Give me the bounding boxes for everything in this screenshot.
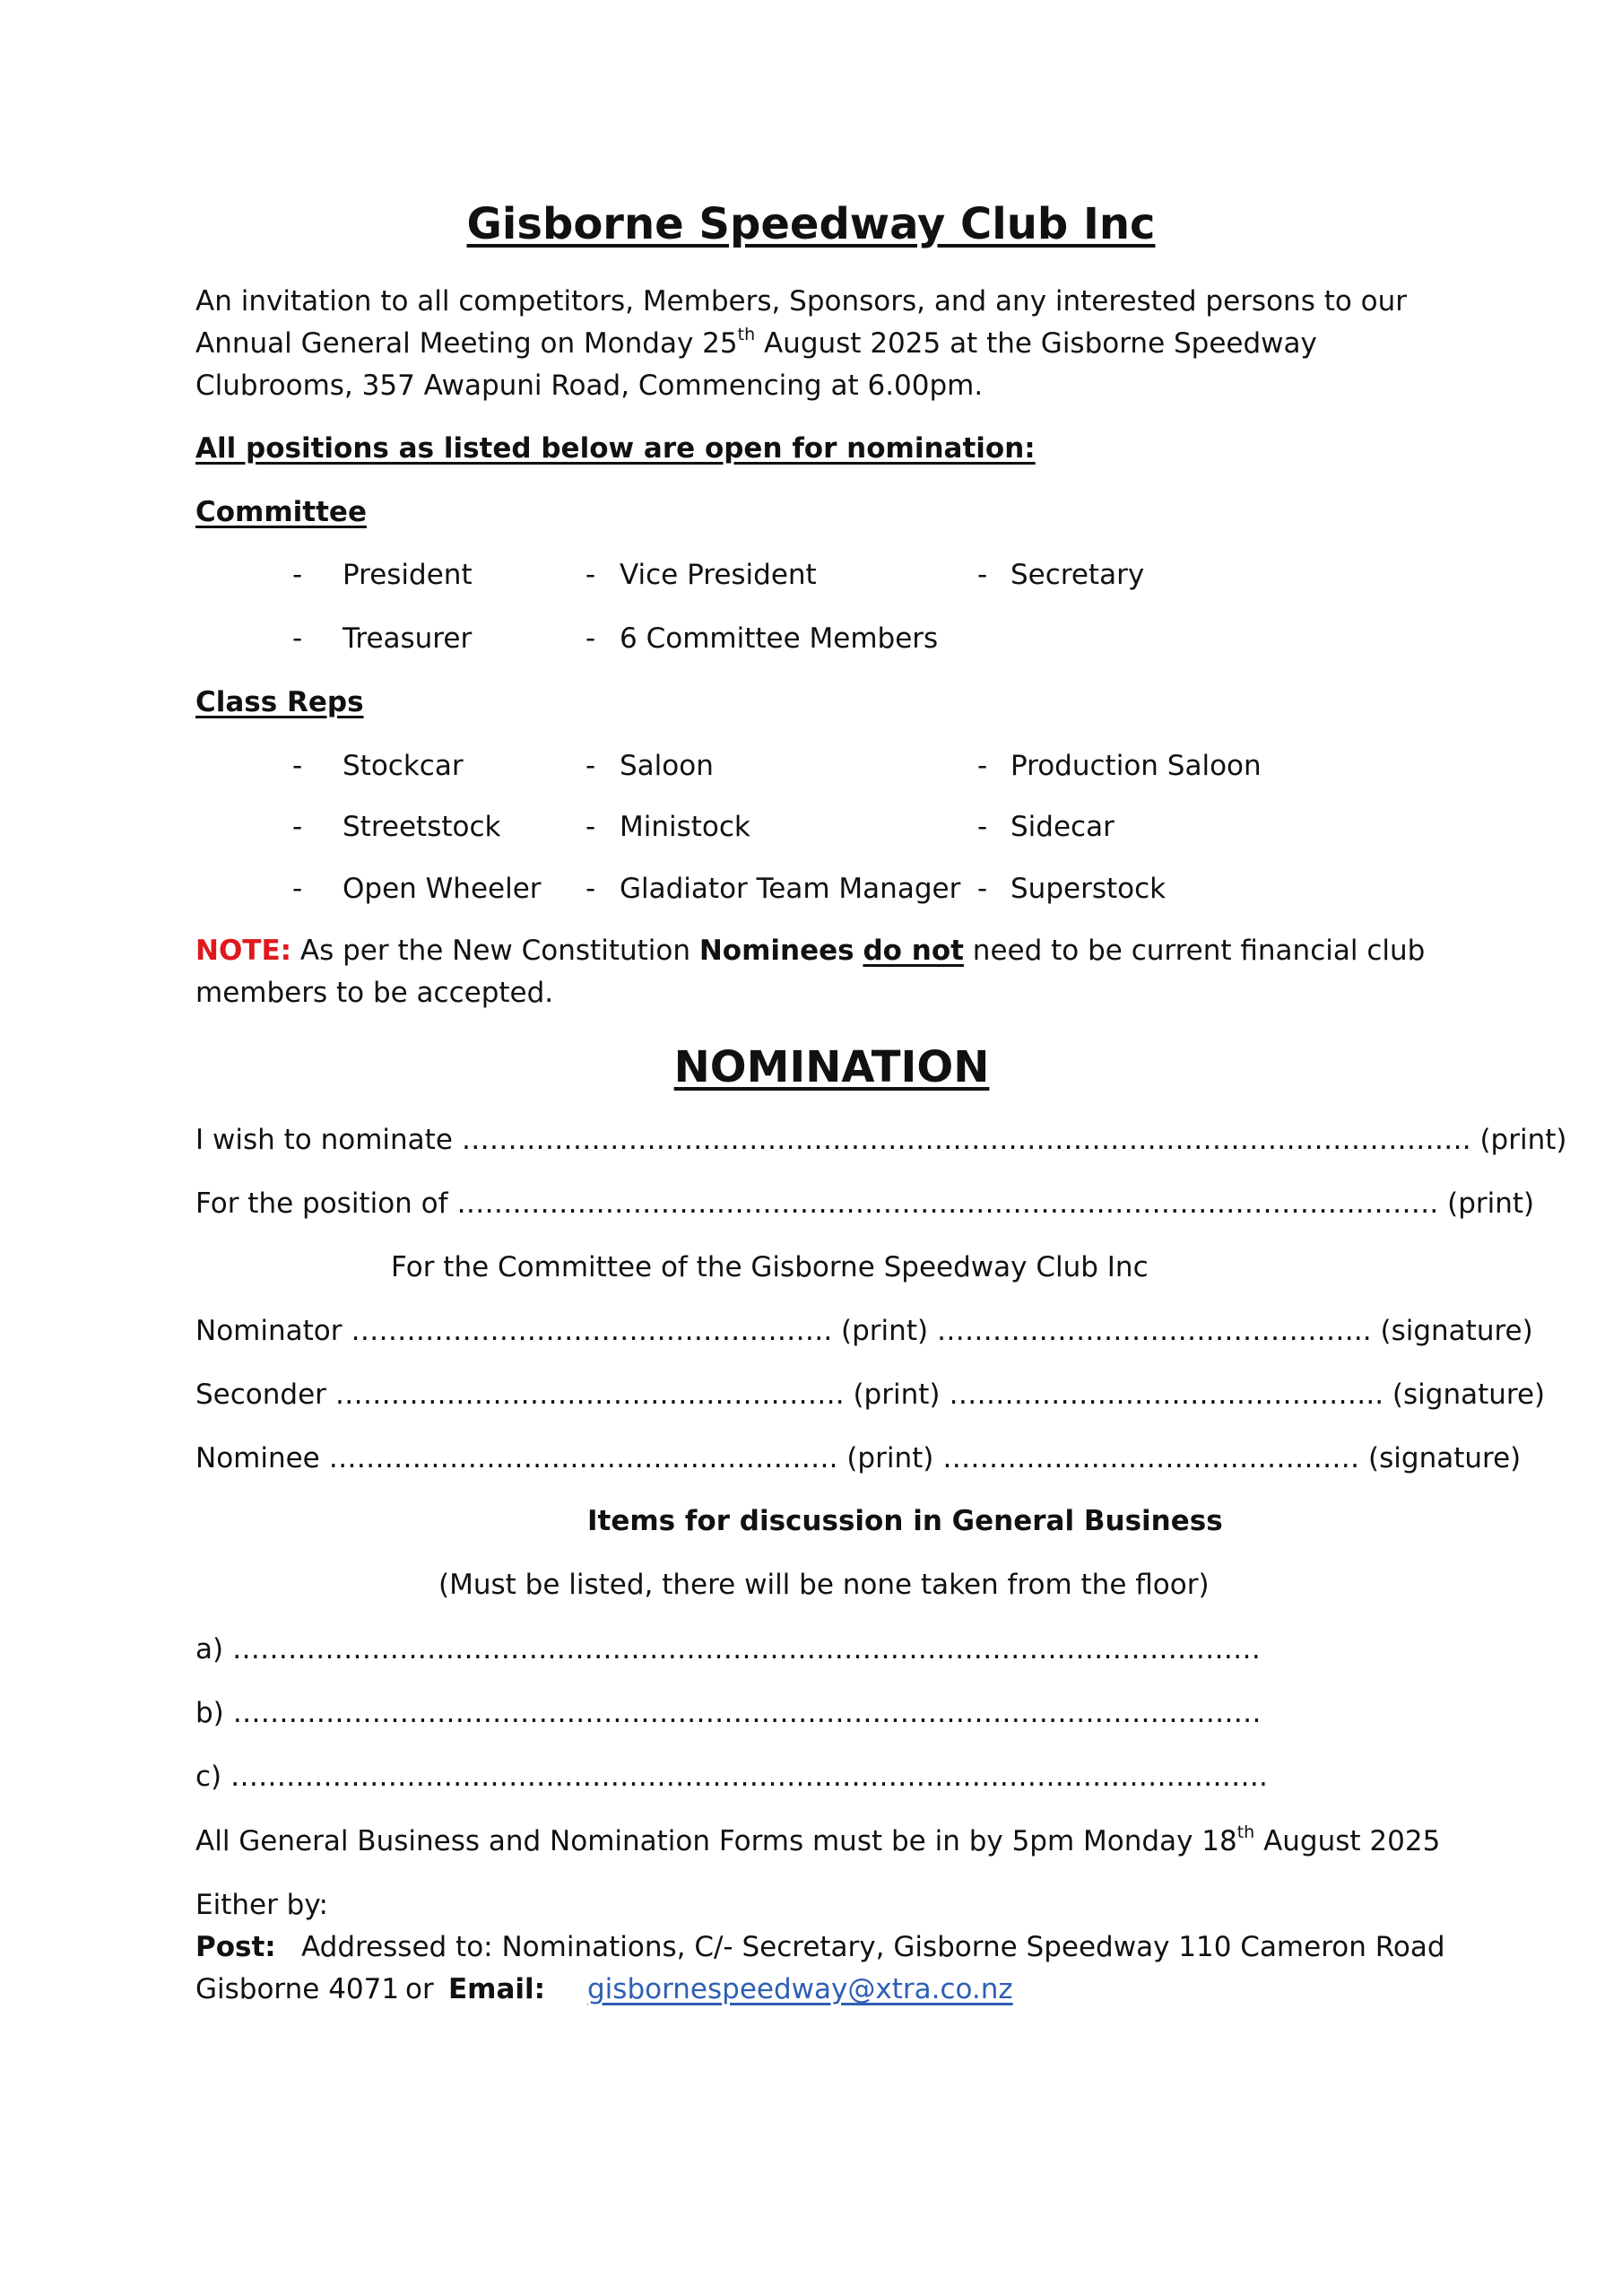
- nominate-field: I wish to nominate ………………………………………………………………………………………………. (print): [195, 1124, 1567, 1156]
- general-business-heading: Items for discussion in General Business: [587, 1505, 1223, 1537]
- class-reps-heading: Class Reps: [195, 686, 364, 718]
- dash: -: [585, 750, 596, 782]
- class-rep-stockcar: Stockcar: [343, 750, 464, 782]
- email-link[interactable]: gisbornespeedway@xtra.co.nz: [587, 1973, 1013, 2005]
- position-field: For the position of ……………………………………………………………………………………………. (print): [195, 1187, 1535, 1220]
- position-treasurer: Treasurer: [343, 622, 473, 655]
- page-title: Gisborne Speedway Club Inc: [466, 199, 1156, 249]
- dash: -: [585, 622, 596, 655]
- position-president: President: [343, 559, 473, 591]
- intro-line-2: [195, 323, 1317, 365]
- dash: -: [585, 559, 596, 591]
- committee-of-line: For the Committee of the Gisborne Speedway Club Inc: [391, 1251, 1149, 1283]
- class-rep-streetstock: Streetstock: [343, 811, 501, 843]
- intro-line-2-rest: August 2025 at the Gisborne Speedway: [755, 327, 1317, 360]
- class-rep-saloon: Saloon: [620, 750, 714, 782]
- open-positions-heading: All positions as listed below are open for nomination:: [195, 432, 1036, 465]
- committee-heading: Committee: [195, 496, 367, 528]
- deadline-date-suffix: th: [1236, 1822, 1255, 1842]
- post-city: Gisborne 4071: [195, 1973, 400, 2005]
- dash: -: [292, 750, 303, 782]
- deadline-text-rest: August 2025: [1254, 1825, 1441, 1857]
- deadline-text: All General Business and Nomination Forms must be in by 5pm Monday 18: [195, 1825, 1237, 1857]
- deadline-line: [195, 1821, 1440, 1863]
- note-line-2: members to be accepted.: [195, 977, 554, 1009]
- seconder-field: Seconder ………………………………………………. (print) ……………………………………….. (signature): [195, 1378, 1546, 1411]
- dash: -: [977, 750, 988, 782]
- note-text: As per the New Constitution: [291, 935, 699, 967]
- nominee-field: Nominee ………………………………………………. (print) ……………………………………… (signature): [195, 1442, 1522, 1474]
- note-do-not: do not: [863, 935, 964, 967]
- class-rep-ministock: Ministock: [620, 811, 750, 843]
- dash: -: [292, 873, 303, 905]
- note-text-rest: need to be current financial club: [963, 935, 1426, 967]
- position-committee-members: 6 Committee Members: [620, 622, 939, 655]
- intro-line-3: Clubrooms, 357 Awapuni Road, Commencing at 6.00pm.: [195, 370, 984, 402]
- intro-date-suffix: th: [737, 325, 756, 344]
- post-line: [195, 1926, 276, 1969]
- general-business-item-c: c) ………………………………………………………………………………………………….: [195, 1761, 1268, 1793]
- either-by: Either by:: [195, 1889, 328, 1921]
- class-rep-sidecar: Sidecar: [1010, 811, 1115, 843]
- dash: -: [292, 622, 303, 655]
- general-business-item-a: a) …………………………………………………………………………………………………: [195, 1633, 1261, 1665]
- post-label: Post:: [195, 1931, 276, 1963]
- dash: -: [292, 811, 303, 843]
- class-rep-open-wheeler: Open Wheeler: [343, 873, 542, 905]
- email-label: Email:: [448, 1973, 546, 2005]
- intro-line-1: An invitation to all competitors, Members, Sponsors, and any interested persons to our: [195, 285, 1408, 317]
- position-secretary: Secretary: [1010, 559, 1145, 591]
- class-rep-superstock: Superstock: [1010, 873, 1167, 905]
- note-nominees: Nominees: [698, 935, 854, 967]
- note-space: [854, 935, 863, 967]
- dash: -: [977, 873, 988, 905]
- position-vice-president: Vice President: [620, 559, 817, 591]
- dash: -: [585, 873, 596, 905]
- general-business-subheading: (Must be listed, there will be none taken from the floor): [438, 1569, 1210, 1601]
- note-label: NOTE:: [195, 935, 292, 967]
- post-address: Addressed to: Nominations, C/- Secretary, Gisborne Speedway 110 Cameron Road: [301, 1931, 1445, 1963]
- general-business-item-b: b) …………………………………………………………………………………………………: [195, 1697, 1262, 1729]
- dash: -: [977, 559, 988, 591]
- or-text: or: [405, 1973, 434, 2005]
- intro-line-2-text: Annual General Meeting on Monday 25: [195, 327, 738, 360]
- nominator-field: Nominator ……………………………………………. (print) ……………………………………….. (signature): [195, 1315, 1533, 1347]
- class-rep-gladiator-team-manager: Gladiator Team Manager: [620, 873, 961, 905]
- nomination-title: NOMINATION: [673, 1042, 990, 1092]
- class-rep-production-saloon: Production Saloon: [1010, 750, 1262, 782]
- note-line-1: [195, 930, 1425, 972]
- dash: -: [292, 559, 303, 591]
- dash: -: [977, 811, 988, 843]
- dash: -: [585, 811, 596, 843]
